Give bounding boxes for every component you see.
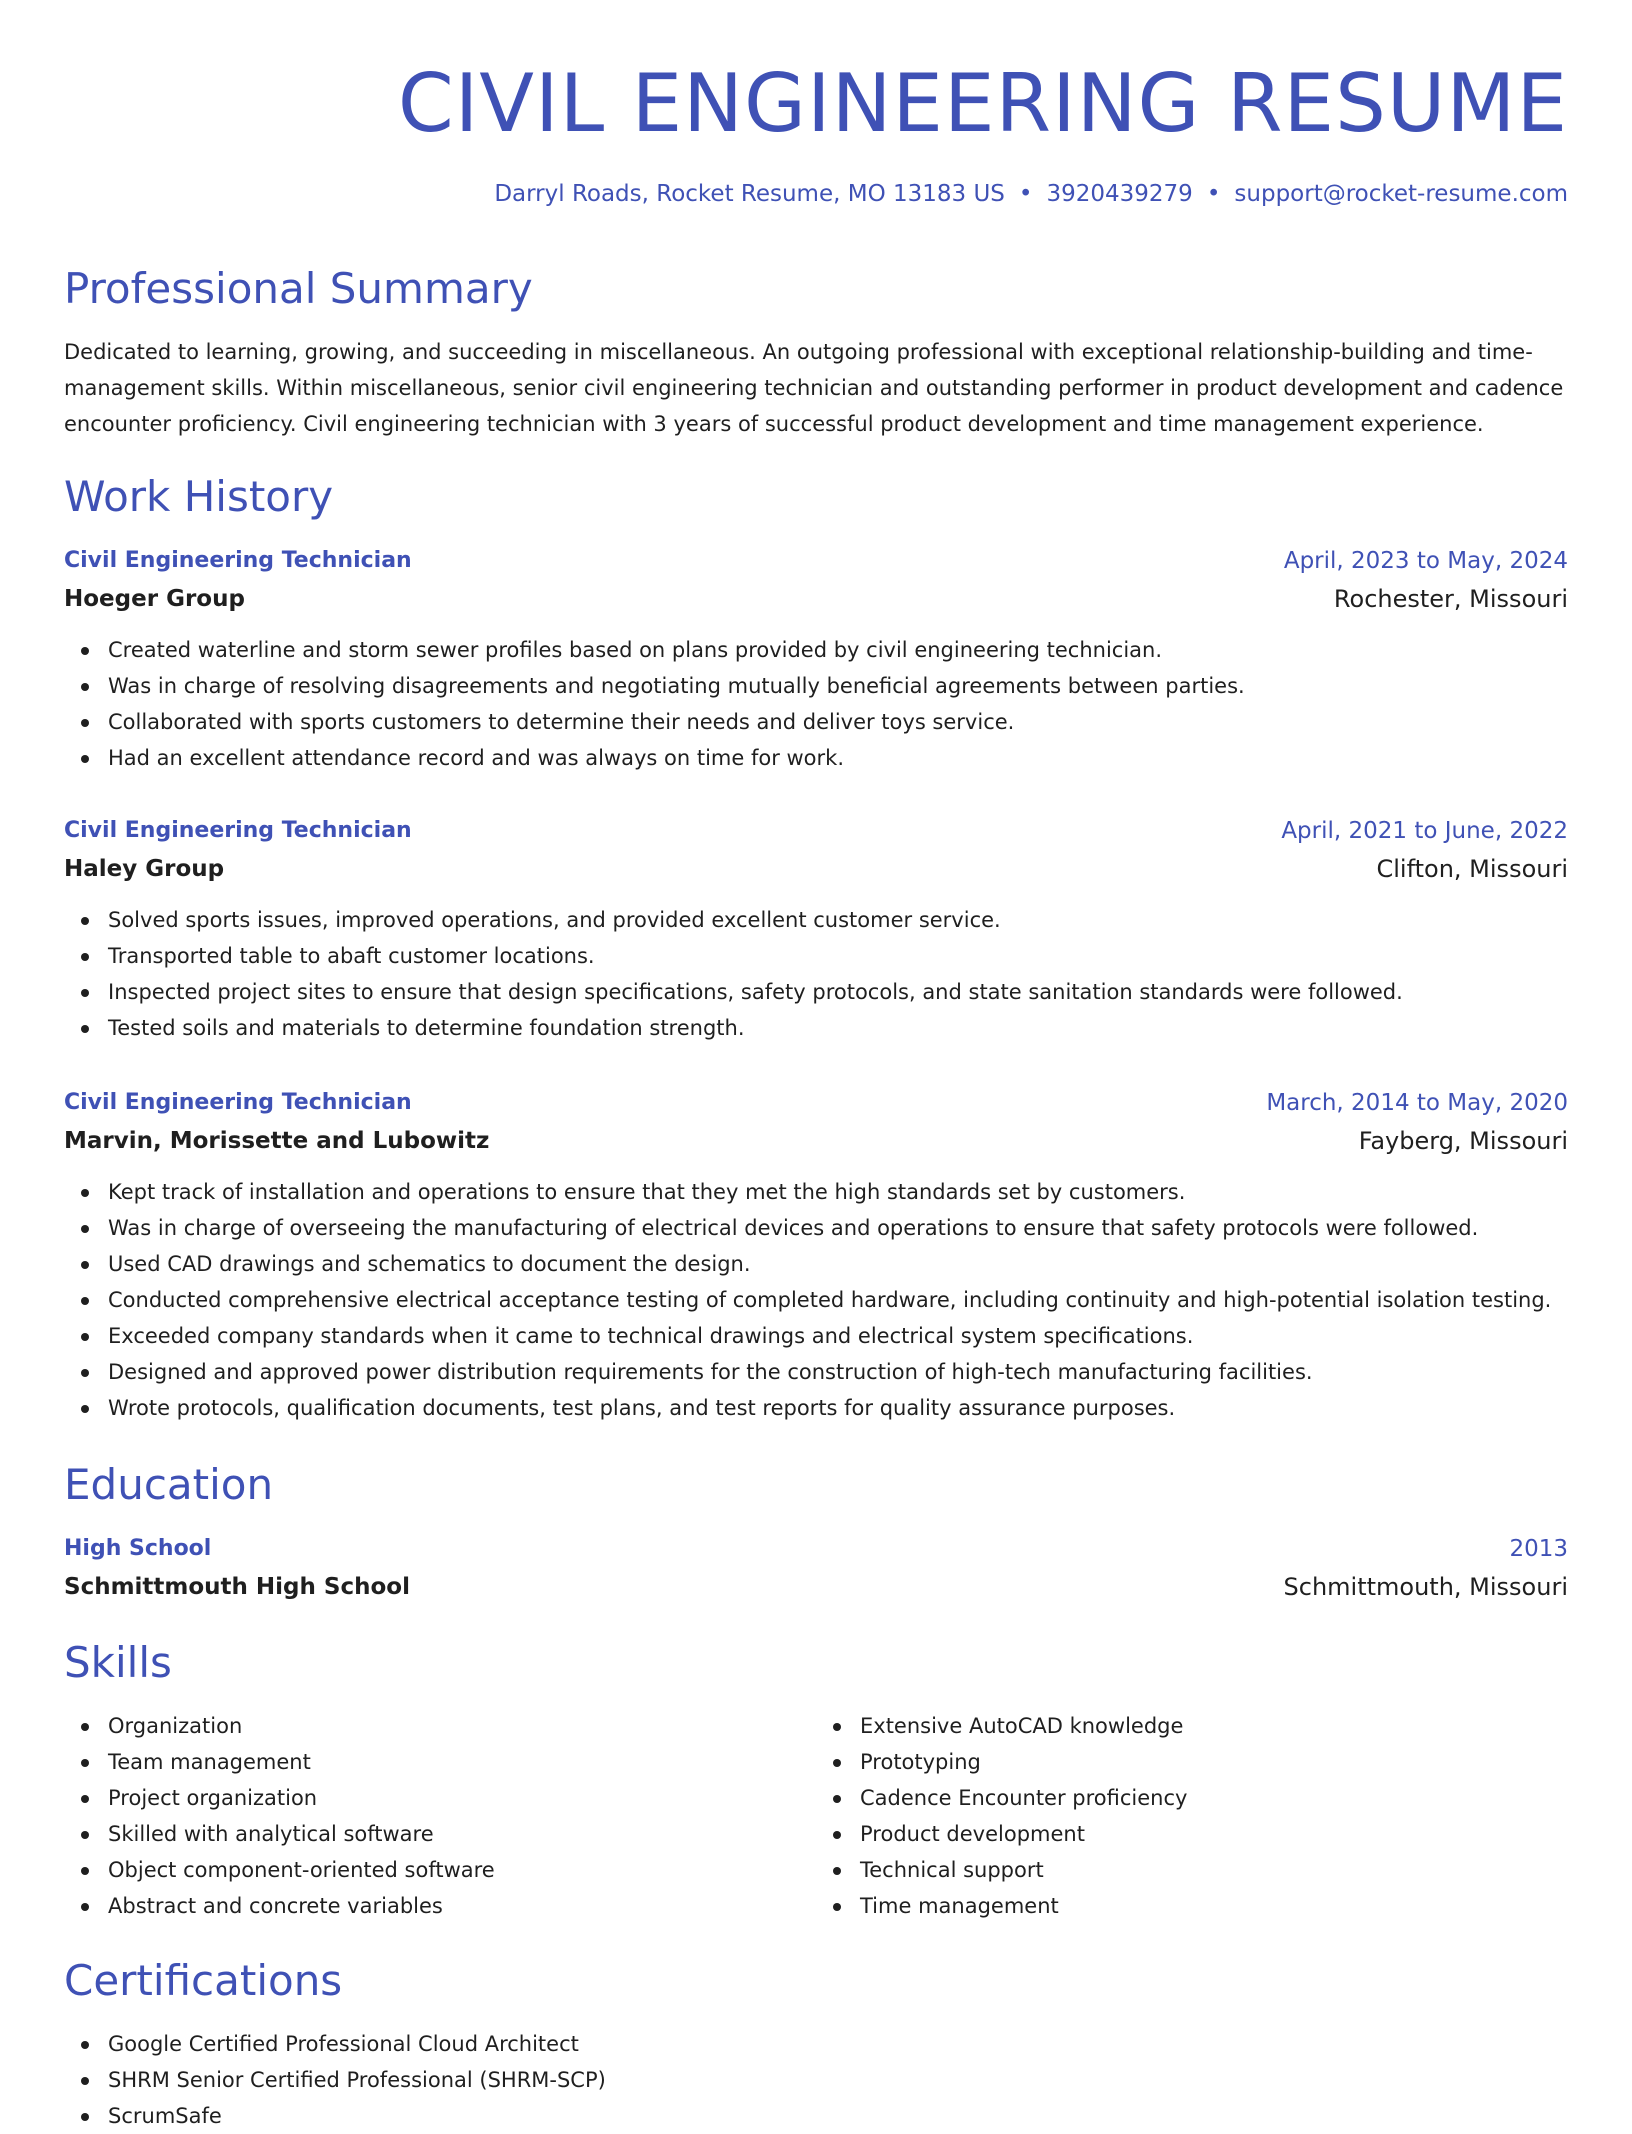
resume-title: CIVIL ENGINEERING RESUME: [397, 57, 1568, 150]
certifications-heading: Certifications: [64, 1956, 343, 2005]
skills-list-right: [816, 1708, 1568, 1924]
job-employer-row: [64, 1122, 1568, 1160]
skills-section: [64, 1636, 1568, 1690]
education-school-row: [64, 1568, 1568, 1606]
certifications-list: [64, 2026, 1568, 2134]
summary-section: [64, 262, 1568, 316]
job-entry: [64, 812, 1568, 1046]
skill-item: Team management: [108, 1744, 816, 1780]
job-header-row: [64, 812, 1568, 850]
job-bullet: Created waterline and storm sewer profiles based on plans provided by civil engineering technician.: [108, 632, 1568, 668]
skill-item: Project organization: [108, 1780, 816, 1816]
skills-columns: [64, 1708, 1568, 1924]
summary-heading: Professional Summary: [64, 264, 533, 313]
summary-body: [64, 334, 1568, 442]
job-bullet: Conducted comprehensive electrical acceptance testing of completed hardware, including continuity and high-potential isolation testing.: [108, 1282, 1568, 1318]
job-employer-row: [64, 850, 1568, 888]
certification-item: ScrumSafe: [108, 2098, 1568, 2134]
skills-heading: Skills: [64, 1638, 172, 1687]
job-bullet: Designed and approved power distribution requirements for the construction of high-tech manufacturing facilities.: [108, 1354, 1568, 1390]
job-employer: Haley Group: [64, 856, 225, 882]
job-bullets: [64, 1174, 1568, 1426]
job-bullet: Tested soils and materials to determine foundation strength.: [108, 1010, 1568, 1046]
work-history-heading: Work History: [64, 472, 334, 521]
job-entry: [64, 1084, 1568, 1426]
certification-item: Google Certified Professional Cloud Architect: [108, 2026, 1568, 2062]
job-bullet: Collaborated with sports customers to determine their needs and deliver toys service.: [108, 704, 1568, 740]
job-employer: Hoeger Group: [64, 586, 245, 612]
certification-item: SHRM Senior Certified Professional (SHRM-SCP): [108, 2062, 1568, 2098]
skill-item: Product development: [860, 1816, 1568, 1852]
job-bullet: Inspected project sites to ensure that design specifications, safety protocols, and state sanitation standards were followed.: [108, 974, 1568, 1010]
job-bullet: Wrote protocols, qualification documents, test plans, and test reports for quality assurance purposes.: [108, 1390, 1568, 1426]
job-bullet: Kept track of installation and operations to ensure that they met the high standards set by customers.: [108, 1174, 1568, 1210]
job-employer-row: [64, 580, 1568, 618]
contact-address: Darryl Roads, Rocket Resume, MO 13183 US: [494, 181, 1005, 207]
education-section: [64, 1458, 1568, 1512]
contact-separator: •: [1206, 181, 1221, 207]
resume-header: [64, 0, 1568, 156]
skill-item: Extensive AutoCAD knowledge: [860, 1708, 1568, 1744]
job-title: Civil Engineering Technician: [64, 1090, 412, 1115]
job-entry: [64, 542, 1568, 776]
skill-item: Organization: [108, 1708, 816, 1744]
education-header-row: [64, 1530, 1568, 1568]
job-dates: April, 2021 to June, 2022: [1281, 818, 1568, 844]
job-bullet: Transported table to abaft customer locations.: [108, 938, 1568, 974]
skill-item: Time management: [860, 1888, 1568, 1924]
skill-item: Object component-oriented software: [108, 1852, 816, 1888]
job-bullet: Exceeded company standards when it came to technical drawings and electrical system specifications.: [108, 1318, 1568, 1354]
job-bullet: Solved sports issues, improved operations, and provided excellent customer service.: [108, 902, 1568, 938]
job-dates: March, 2014 to May, 2020: [1266, 1090, 1568, 1116]
job-title: Civil Engineering Technician: [64, 548, 412, 573]
certifications-section: [64, 1954, 1568, 2008]
certifications-body: [64, 2026, 1568, 2134]
contact-line: [494, 178, 1568, 210]
job-location: Fayberg, Missouri: [1358, 1127, 1568, 1155]
job-location: Rochester, Missouri: [1333, 585, 1568, 613]
contact-email[interactable]: support@rocket-resume.com: [1234, 181, 1568, 207]
summary-text: Dedicated to learning, growing, and succeeding in miscellaneous. An outgoing professional with exceptional relationship-building and time-management skills. Within miscellaneous, senior civil engineering technician and outstanding performer in product development and cadence encounter proficiency. Civil engineering technician with 3 years of successful product development and time management experience.: [64, 340, 1564, 436]
job-location: Clifton, Missouri: [1376, 855, 1568, 883]
education-degree: High School: [64, 1536, 212, 1561]
job-employer: Marvin, Morissette and Lubowitz: [64, 1128, 490, 1154]
skill-item: Abstract and concrete variables: [108, 1888, 816, 1924]
work-history-section: [64, 470, 1568, 524]
skill-item: Cadence Encounter proficiency: [860, 1780, 1568, 1816]
education-school: Schmittmouth High School: [64, 1574, 410, 1600]
education-location: Schmittmouth, Missouri: [1283, 1573, 1568, 1601]
skill-item: Prototyping: [860, 1744, 1568, 1780]
education-heading: Education: [64, 1460, 274, 1509]
job-bullet: Was in charge of overseeing the manufacturing of electrical devices and operations to ensure that safety protocols were followed.: [108, 1210, 1568, 1246]
contact-separator: •: [1018, 181, 1033, 207]
skill-item: Skilled with analytical software: [108, 1816, 816, 1852]
skills-list-left: [64, 1708, 816, 1924]
skill-item: Technical support: [860, 1852, 1568, 1888]
job-bullets: [64, 632, 1568, 776]
job-header-row: [64, 542, 1568, 580]
education-year: 2013: [1509, 1536, 1568, 1562]
education-entry: [64, 1530, 1568, 1606]
job-bullet: Had an excellent attendance record and was always on time for work.: [108, 740, 1568, 776]
contact-phone: 3920439279: [1046, 181, 1193, 207]
job-bullets: [64, 902, 1568, 1046]
job-title: Civil Engineering Technician: [64, 818, 412, 843]
job-bullet: Was in charge of resolving disagreements and negotiating mutually beneficial agreements between parties.: [108, 668, 1568, 704]
job-dates: April, 2023 to May, 2024: [1283, 548, 1568, 574]
job-bullet: Used CAD drawings and schematics to document the design.: [108, 1246, 1568, 1282]
job-header-row: [64, 1084, 1568, 1122]
